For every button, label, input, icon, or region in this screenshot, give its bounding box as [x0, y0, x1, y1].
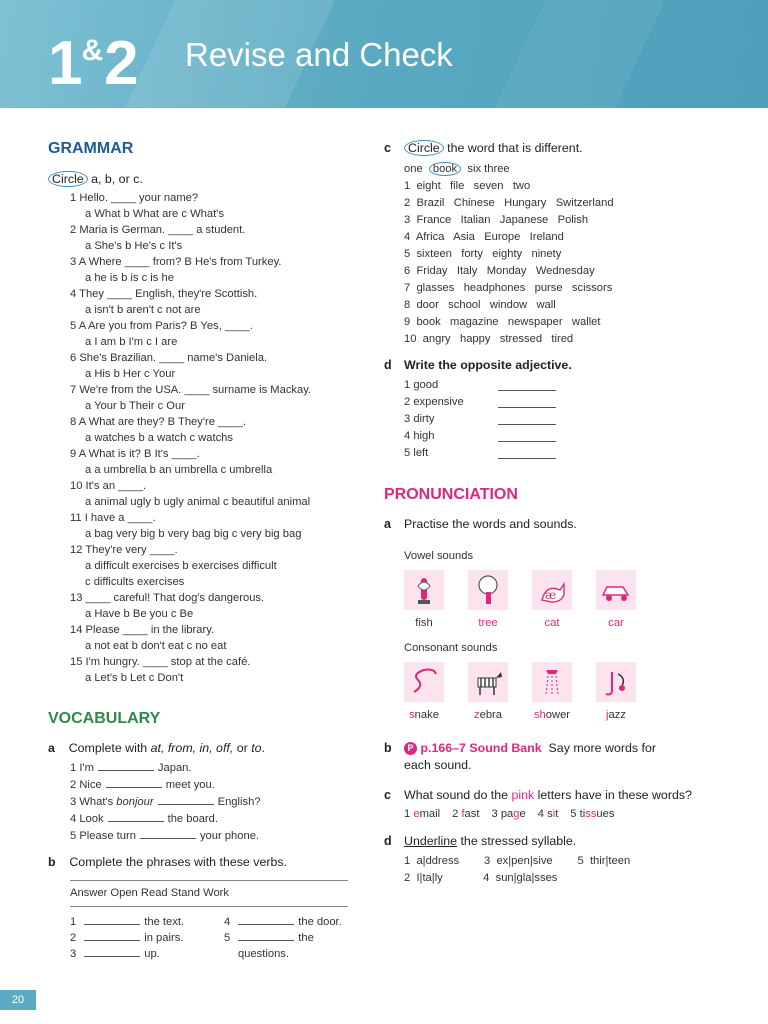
pron-b-instruction-line2: each sound.: [404, 758, 472, 772]
pronunciation-title: PRONUNCIATION: [384, 486, 518, 503]
answer-blank[interactable]: [498, 458, 556, 459]
grammar-options: a Have b Be you c Be: [85, 608, 194, 620]
grammar-options: a he is b is c is he: [85, 272, 174, 284]
vocab-a-item: 4 Look the board.: [70, 813, 218, 825]
opposites-letter: d: [384, 358, 392, 372]
pink-letter-word: 3 page: [491, 808, 526, 820]
odd-one-out-item: 4 Africa Asia Europe Ireland: [404, 231, 564, 243]
zebra-icon[interactable]: [468, 662, 508, 702]
tree-icon[interactable]: [468, 570, 508, 610]
odd-one-out-item: 7 glasses headphones purse scissors: [404, 282, 613, 294]
opposites-item: 1 good: [404, 379, 439, 391]
vowel-word-tree: tree: [478, 617, 498, 629]
pron-d-row-2: 2 I|ta|ly 4 sun|gla|sses: [404, 872, 558, 884]
odd-one-out-item: 3 France Italian Japanese Polish: [404, 214, 589, 226]
vocab-b-item: 2 in pairs.: [70, 932, 184, 944]
grammar-options: a Your b Their c Our: [85, 400, 185, 412]
grammar-options: a His b Her c Your: [85, 368, 176, 380]
grammar-options: a not eat b don't eat c no eat: [85, 640, 227, 652]
car-icon[interactable]: [596, 570, 636, 610]
answer-blank[interactable]: [84, 940, 140, 941]
pink-letter-word: 5 tissues: [570, 808, 615, 820]
consonant-word-jazz: jazz: [606, 709, 626, 721]
unit-title: Revise and Check: [185, 36, 453, 73]
grammar-options: a Let's b Let c Don't: [85, 672, 184, 684]
fish-icon[interactable]: [404, 570, 444, 610]
odd-one-out-item: 2 Brazil Chinese Hungary Switzerland: [404, 197, 614, 209]
consonant-word-snake: snake: [409, 709, 439, 721]
verbs-box: Answer Open Read Stand Work: [70, 887, 229, 899]
pron-c-words: [404, 808, 626, 821]
grammar-options: a She's b He's c It's: [85, 240, 183, 252]
svg-text:æ: æ: [545, 588, 557, 602]
grammar-options: a animal ugly b ugly animal c beautiful animal: [85, 496, 311, 508]
answer-blank[interactable]: [158, 804, 214, 805]
vowel-word-fish: fish: [415, 617, 433, 629]
vowel-sounds-label: Vowel sounds: [404, 550, 474, 562]
grammar-options: a bag very big b very bag big c very big bag: [85, 528, 302, 540]
grammar-question: 10 It's an ____.: [70, 480, 147, 492]
answer-blank[interactable]: [84, 956, 140, 957]
opposites-item: 3 dirty: [404, 413, 435, 425]
grammar-options: a a umbrella b an umbrella c umbrella: [85, 464, 273, 476]
answer-blank[interactable]: [498, 390, 556, 391]
pron-d-letter: d: [384, 834, 392, 848]
grammar-question: 3 A Where ____ from? B He's from Turkey.: [70, 256, 282, 268]
pron-c-instruction: What sound do the pink letters have in these words?: [404, 788, 692, 802]
consonant-word-zebra: zebra: [474, 709, 502, 721]
grammar-question: 4 They ____ English, they're Scottish.: [70, 288, 258, 300]
grammar-options: a What b What are c What's: [85, 208, 224, 220]
pink-letter-word: 1 email: [404, 808, 441, 820]
odd-one-out-item: 10 angry happy stressed tired: [404, 333, 574, 345]
pron-d-instruction: Underline the stressed syllable.: [404, 834, 577, 848]
answer-blank[interactable]: [238, 940, 294, 941]
page-number: 20: [0, 990, 36, 1010]
snake-icon[interactable]: [404, 662, 444, 702]
vocab-b-instruction: b Complete the phrases with these verbs.: [48, 855, 287, 869]
cat-icon[interactable]: [532, 570, 572, 610]
odd-one-out-instruction: Circle the word that is different.: [404, 141, 583, 155]
grammar-question: 5 A Are you from Paris? B Yes, ____.: [70, 320, 253, 332]
pron-b-instruction: P p.166–7 Sound Bank Say more words for: [404, 741, 656, 755]
pron-b-letter: b: [384, 741, 392, 755]
unit-header: [0, 0, 768, 108]
sound-bank-badge: P: [404, 742, 417, 755]
grammar-question: 9 A What is it? B It's ____.: [70, 448, 200, 460]
grammar-title: GRAMMAR: [48, 140, 134, 157]
verbs-bottom-rule: [70, 906, 348, 907]
grammar-question: 6 She's Brazilian. ____ name's Daniela.: [70, 352, 268, 364]
opposites-instruction: Write the opposite adjective.: [404, 358, 572, 372]
unit-number: 1&2: [48, 29, 137, 98]
answer-blank[interactable]: [108, 821, 164, 822]
vocab-a-instruction: a Complete with at, from, in, off, or to.: [48, 741, 265, 755]
grammar-options: c difficults exercises: [85, 576, 185, 588]
vocab-b-item-cont: questions.: [238, 948, 289, 960]
odd-one-out-letter: c: [384, 141, 391, 155]
odd-one-out-item: 6 Friday Italy Monday Wednesday: [404, 265, 595, 277]
answer-blank[interactable]: [140, 838, 196, 839]
grammar-options: a watches b a watch c watchs: [85, 432, 233, 444]
vowel-word-cat: cat: [544, 617, 560, 629]
answer-blank[interactable]: [98, 770, 154, 771]
grammar-question: 1 Hello. ____ your name?: [70, 192, 199, 204]
vocab-a-item: 5 Please turn your phone.: [70, 830, 260, 842]
opposites-item: 5 left: [404, 447, 429, 459]
answer-blank[interactable]: [498, 407, 556, 408]
pron-a-letter: a: [384, 517, 391, 531]
odd-one-out-item: 5 sixteen forty eighty ninety: [404, 248, 562, 260]
odd-one-out-example: one book six three: [404, 163, 510, 175]
consonant-sounds-label: Consonant sounds: [404, 642, 498, 654]
grammar-question: 15 I'm hungry. ____ stop at the café.: [70, 656, 251, 668]
pron-d-row-1: 1 a|ddress 3 ex|pen|sive 5 thir|teen: [404, 855, 631, 867]
answer-blank[interactable]: [498, 441, 556, 442]
vocab-b-item: 4 the door.: [224, 916, 342, 928]
answer-blank[interactable]: [498, 424, 556, 425]
odd-one-out-item: 1 eight file seven two: [404, 180, 531, 192]
opposites-item: 4 high: [404, 430, 435, 442]
pron-a-instruction: Practise the words and sounds.: [404, 517, 577, 531]
vocabulary-title: VOCABULARY: [48, 710, 161, 727]
grammar-question: 13 ____ careful! That dog's dangerous.: [70, 592, 265, 604]
grammar-options: a isn't b aren't c not are: [85, 304, 201, 316]
grammar-question: 7 We're from the USA. ____ surname is Mackay.: [70, 384, 312, 396]
header-band: [495, 0, 665, 108]
vocab-a-item: 1 I'm Japan.: [70, 762, 192, 774]
grammar-question: 11 I have a ____.: [70, 512, 156, 524]
jazz-icon[interactable]: [596, 662, 636, 702]
vocab-a-item: 3 What's bonjour English?: [70, 796, 261, 808]
answer-blank[interactable]: [238, 924, 294, 925]
grammar-instruction: Circle a, b, or c.: [48, 172, 143, 186]
consonant-word-shower: shower: [533, 709, 571, 721]
answer-blank[interactable]: [106, 787, 162, 788]
vowel-word-car: car: [608, 617, 624, 629]
shower-icon[interactable]: [532, 662, 572, 702]
verbs-top-rule: [70, 880, 348, 881]
opposites-item: 2 expensive: [404, 396, 464, 408]
grammar-options: a difficult exercises b exercises difficult: [85, 560, 277, 572]
grammar-question: 14 Please ____ in the library.: [70, 624, 215, 636]
answer-blank[interactable]: [84, 924, 140, 925]
vocab-a-item: 2 Nice meet you.: [70, 779, 215, 791]
odd-one-out-item: 8 door school window wall: [404, 299, 556, 311]
grammar-question: 8 A What are they? B They're ____.: [70, 416, 247, 428]
sound-bank-link[interactable]: p.166–7 Sound Bank: [420, 741, 542, 755]
vocab-b-item: 5 the: [224, 932, 314, 944]
vocab-b-item: 1 the text.: [70, 916, 185, 928]
grammar-options: a I am b I'm c I are: [85, 336, 178, 348]
grammar-question: 12 They're very ____.: [70, 544, 178, 556]
pron-c-letter: c: [384, 788, 391, 802]
odd-one-out-item: 9 book magazine newspaper wallet: [404, 316, 601, 328]
vocab-b-item: 3 up.: [70, 948, 160, 960]
pink-letter-word: 4 sit: [537, 808, 559, 820]
pink-letter-word: 2 fast: [452, 808, 480, 820]
grammar-question: 2 Maria is German. ____ a student.: [70, 224, 246, 236]
